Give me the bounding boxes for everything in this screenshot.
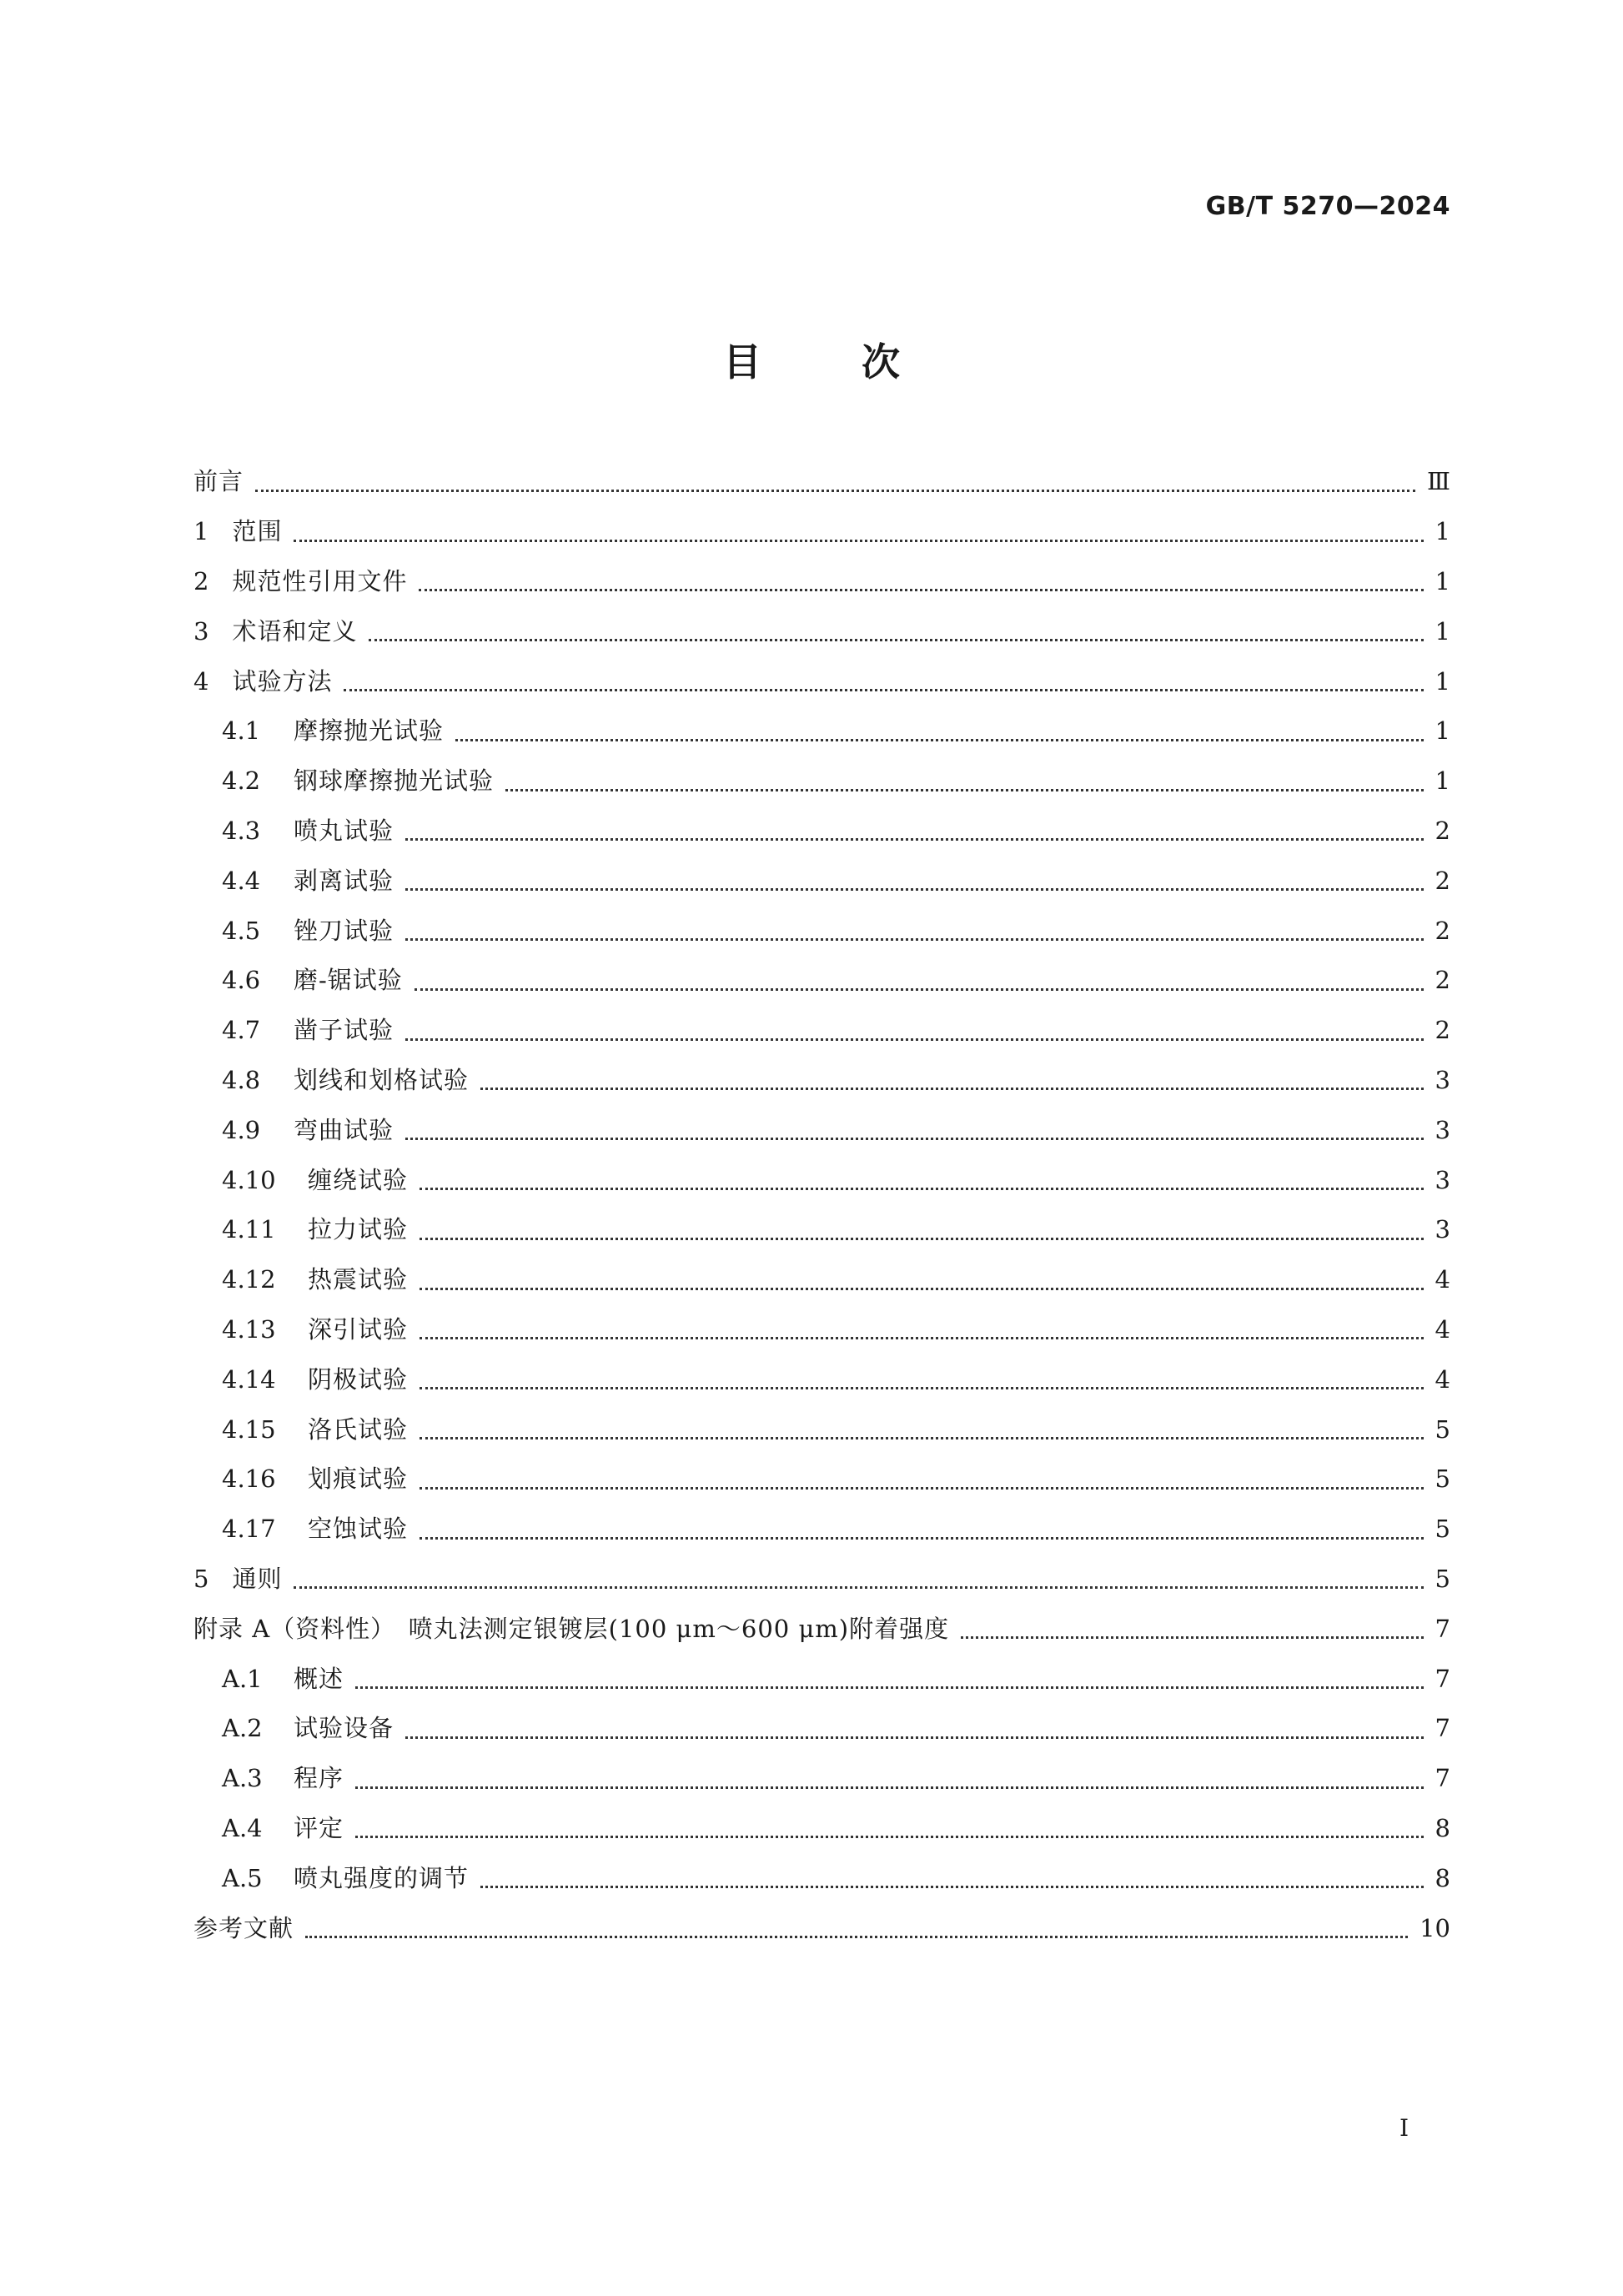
- toc-entry-number: 4.15: [222, 1414, 276, 1444]
- toc-entry-label: 范围: [232, 517, 283, 546]
- toc-entry-label: 通则: [232, 1564, 283, 1593]
- toc-entry-page: 4: [1435, 1364, 1450, 1394]
- toc-leader-dots: [420, 1413, 1424, 1439]
- toc-leader-dots: [294, 515, 1423, 542]
- toc-entry-label: 钢球摩擦抛光试验: [294, 766, 495, 796]
- toc-entry-label: 试验设备: [294, 1714, 394, 1743]
- toc-leader-dots: [405, 1014, 1424, 1041]
- toc-entry-label: 锉刀试验: [294, 916, 394, 945]
- toc-leader-dots: [480, 1063, 1424, 1090]
- toc-entry-page: 5: [1435, 1564, 1450, 1593]
- toc-entry-label: 阴极试验: [308, 1364, 409, 1394]
- toc-entry[interactable]: [193, 1006, 1450, 1056]
- toc-entry-page: 1: [1435, 766, 1450, 796]
- toc-leader-dots: [355, 1762, 1424, 1789]
- toc-entry-label: 程序: [294, 1764, 344, 1793]
- toc-entry-number: A.5: [222, 1863, 263, 1892]
- toc-entry-page: 7: [1435, 1714, 1450, 1743]
- toc-entry-label: 空蚀试验: [308, 1515, 409, 1544]
- toc-entry-page: 7: [1435, 1614, 1450, 1643]
- toc-leader-dots: [415, 964, 1424, 991]
- toc-entry-page: 1: [1435, 666, 1450, 696]
- toc-entry-page: 7: [1435, 1664, 1450, 1693]
- toc-entry[interactable]: [193, 1105, 1450, 1155]
- toc-entry[interactable]: [193, 1754, 1450, 1804]
- toc-entry[interactable]: [193, 856, 1450, 906]
- toc-entry[interactable]: [193, 1155, 1450, 1205]
- toc-entry-page: 7: [1435, 1764, 1450, 1793]
- toc-entry-page: 3: [1435, 1215, 1450, 1244]
- toc-entry-number: 2: [193, 566, 209, 595]
- toc-entry-page: 1: [1435, 566, 1450, 595]
- toc-entry[interactable]: [193, 1404, 1450, 1454]
- toc-leader-dots: [420, 1513, 1424, 1540]
- toc-entry[interactable]: [193, 806, 1450, 857]
- toc-entry-label: 缠绕试验: [308, 1165, 409, 1194]
- toc-entry-number: A.2: [222, 1714, 263, 1743]
- toc-entry-number: 4.16: [222, 1465, 276, 1494]
- toc-entry-number: 4.17: [222, 1515, 276, 1544]
- toc-entry-page: 5: [1435, 1465, 1450, 1494]
- toc-leader-dots: [255, 465, 1415, 492]
- toc-entry-number: 4.12: [222, 1265, 276, 1294]
- toc-entry[interactable]: [193, 1555, 1450, 1605]
- toc-entry-number: 4.5: [222, 916, 261, 945]
- toc-entry-label: 附录 A（资料性） 喷丸法测定银镀层(100 μm～600 μm)附着强度: [193, 1614, 950, 1643]
- toc-entry-page: Ⅲ: [1427, 467, 1450, 496]
- toc-entry[interactable]: [193, 457, 1450, 507]
- toc-entry-number: 4.3: [222, 816, 261, 845]
- toc-entry-number: 1: [193, 517, 209, 546]
- toc-leader-dots: [405, 914, 1424, 941]
- toc-leader-dots: [420, 1313, 1424, 1339]
- toc-leader-dots: [420, 1264, 1424, 1290]
- toc-entry[interactable]: [193, 1853, 1450, 1903]
- toc-entry-page: 4: [1435, 1265, 1450, 1294]
- toc-entry-page: 1: [1435, 716, 1450, 746]
- toc-entry[interactable]: [193, 507, 1450, 557]
- toc-entry[interactable]: [193, 1604, 1450, 1654]
- toc-entry-label: 剥离试验: [294, 866, 394, 895]
- toc-entry-page: 5: [1435, 1414, 1450, 1444]
- toc-entry-page: 2: [1435, 966, 1450, 995]
- toc-leader-dots: [455, 715, 1424, 741]
- toc-entry-page: 2: [1435, 1016, 1450, 1045]
- toc-entry-page: 4: [1435, 1314, 1450, 1344]
- toc-entry-number: 4.9: [222, 1115, 261, 1144]
- toc-leader-dots: [305, 1912, 1408, 1938]
- toc-entry-number: A.1: [222, 1664, 263, 1693]
- toc-entry[interactable]: [193, 956, 1450, 1006]
- toc-entry[interactable]: [193, 606, 1450, 656]
- toc-leader-dots: [369, 615, 1423, 641]
- toc-entry[interactable]: [193, 1505, 1450, 1555]
- toc-entry-number: 4.14: [222, 1364, 276, 1394]
- toc-entry-page: 3: [1435, 1065, 1450, 1094]
- toc-entry-number: 4.6: [222, 966, 261, 995]
- toc-entry-label: 前言: [193, 467, 244, 496]
- toc-entry-label: 弯曲试验: [294, 1115, 394, 1144]
- toc-leader-dots: [355, 1811, 1424, 1838]
- toc-leader-dots: [420, 1463, 1424, 1490]
- toc-entry-page: 3: [1435, 1115, 1450, 1144]
- toc-entry-label: 试验方法: [232, 666, 333, 696]
- toc-entry-page: 8: [1435, 1863, 1450, 1892]
- toc-entry-label: 热震试验: [308, 1265, 409, 1294]
- toc-entry[interactable]: [193, 1804, 1450, 1854]
- toc-entry[interactable]: [193, 557, 1450, 607]
- toc-entry-number: 4.7: [222, 1016, 261, 1045]
- toc-leader-dots: [961, 1612, 1423, 1639]
- toc-leader-dots: [419, 565, 1423, 591]
- toc-entry-page: 2: [1435, 866, 1450, 895]
- toc-entry-label: 划痕试验: [308, 1465, 409, 1494]
- toc-entry-number: 3: [193, 616, 209, 646]
- toc-entry-page: 1: [1435, 616, 1450, 646]
- toc-entry[interactable]: [193, 756, 1450, 806]
- toc-entry-number: 4.13: [222, 1314, 276, 1344]
- toc-entry[interactable]: [193, 706, 1450, 756]
- toc-entry[interactable]: [193, 1704, 1450, 1754]
- toc-entry[interactable]: [193, 1354, 1450, 1404]
- toc-entry-label: 拉力试验: [308, 1215, 409, 1244]
- toc-entry-label: 洛氏试验: [308, 1414, 409, 1444]
- toc-entry-page: 1: [1435, 517, 1450, 546]
- toc-entry[interactable]: [193, 906, 1450, 956]
- toc-leader-dots: [480, 1861, 1424, 1888]
- toc-entry-page: 8: [1435, 1813, 1450, 1842]
- toc-entry-number: 4: [193, 666, 209, 696]
- toc-leader-dots: [405, 864, 1424, 891]
- toc-leader-dots: [355, 1662, 1424, 1689]
- toc-entry[interactable]: [193, 656, 1450, 706]
- toc-entry[interactable]: [193, 1454, 1450, 1505]
- toc-leader-dots: [505, 765, 1424, 791]
- toc-entry-number: 4.1: [222, 716, 261, 746]
- toc-leader-dots: [294, 1562, 1423, 1589]
- toc-leader-dots: [420, 1363, 1424, 1389]
- toc-entry-label: 划线和划格试验: [294, 1065, 470, 1094]
- toc-entry-label: 规范性引用文件: [232, 566, 408, 595]
- table-of-contents: [193, 457, 1450, 1953]
- toc-entry-label: 评定: [294, 1813, 344, 1842]
- standard-code: GB/T 5270—2024: [1205, 192, 1450, 221]
- toc-entry-label: 摩擦抛光试验: [294, 716, 445, 746]
- toc-entry-page: 2: [1435, 816, 1450, 845]
- toc-leader-dots: [405, 1113, 1424, 1140]
- toc-leader-dots: [405, 1712, 1424, 1739]
- toc-entry-label: 磨-锯试验: [294, 966, 403, 995]
- toc-entry-label: 概述: [294, 1664, 344, 1693]
- toc-entry-label: 参考文献: [193, 1913, 294, 1942]
- toc-entry-label: 术语和定义: [232, 616, 358, 646]
- toc-entry-number: A.3: [222, 1764, 263, 1793]
- page-title: [0, 332, 1623, 387]
- toc-leader-dots: [420, 1163, 1424, 1190]
- toc-leader-dots: [420, 1213, 1424, 1240]
- toc-entry-label: 凿子试验: [294, 1016, 394, 1045]
- toc-leader-dots: [405, 814, 1424, 841]
- toc-entry-page: 2: [1435, 916, 1450, 945]
- toc-entry-number: 4.2: [222, 766, 261, 796]
- toc-entry[interactable]: [193, 1255, 1450, 1305]
- toc-entry[interactable]: [193, 1205, 1450, 1255]
- toc-entry-page: 10: [1419, 1913, 1450, 1942]
- toc-entry-label: 喷丸强度的调节: [294, 1863, 470, 1892]
- page-number: I: [1399, 2114, 1409, 2142]
- title-char-2: 次: [862, 339, 900, 384]
- toc-entry-label: 深引试验: [308, 1314, 409, 1344]
- title-char-1: 目: [723, 339, 761, 384]
- toc-entry[interactable]: [193, 1654, 1450, 1704]
- toc-entry-number: 4.4: [222, 866, 261, 895]
- toc-entry-page: 3: [1435, 1165, 1450, 1194]
- toc-entry-label: 喷丸试验: [294, 816, 394, 845]
- toc-entry-number: A.4: [222, 1813, 263, 1842]
- toc-entry[interactable]: [193, 1305, 1450, 1355]
- toc-entry-page: 5: [1435, 1515, 1450, 1544]
- toc-leader-dots: [344, 665, 1423, 691]
- toc-entry-number: 4.8: [222, 1065, 261, 1094]
- toc-entry-number: 4.10: [222, 1165, 276, 1194]
- toc-entry-number: 4.11: [222, 1215, 276, 1244]
- toc-entry[interactable]: [193, 1056, 1450, 1106]
- toc-entry-number: 5: [193, 1564, 209, 1593]
- toc-entry[interactable]: [193, 1903, 1450, 1953]
